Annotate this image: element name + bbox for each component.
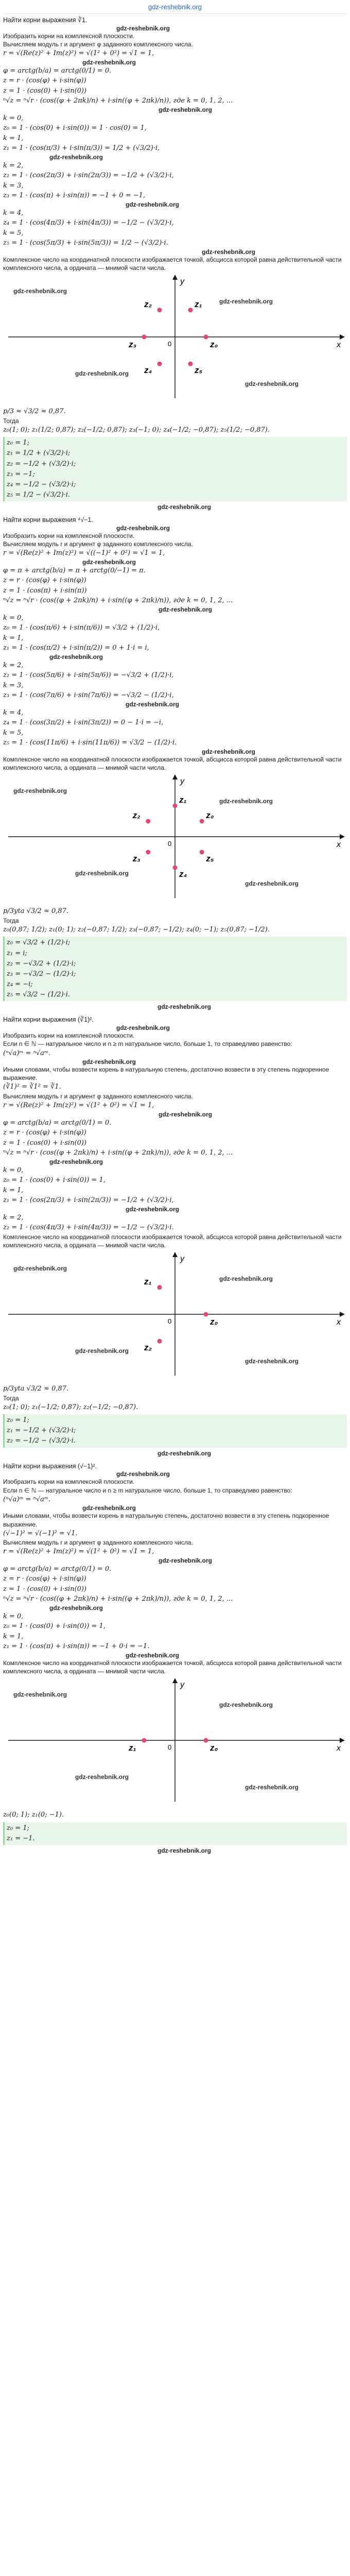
explanation-text: Тогда [3, 1394, 19, 1402]
answer-line: z₂ = −√3/2 + (1/2)·i; [7, 959, 76, 968]
y-axis-label: y [180, 1255, 184, 1263]
origin-label: 0 [168, 340, 172, 348]
solution-section [3, 516, 347, 1013]
formula-line: z₃ = 1 · (cos(π) + i·sin(π)) = −1 + 0 = −1, [3, 192, 146, 200]
explanation-text: Если n ∈ ℕ — натуральное число и n ≥ m натуральное число, больше 1, то справедливо равенство: [3, 1040, 292, 1048]
root-point [204, 1312, 208, 1317]
formula-line: z₄ = 1 · (cos(3π/2) + i·sin(3π/2)) = 0 − 1·i = −i, [3, 719, 164, 727]
formula-line: z = 1 · (cos(π) + i·sin(π)) [3, 586, 87, 595]
root-point [142, 1738, 147, 1743]
root-point-label: z₅ [195, 365, 203, 376]
watermark-text: gdz-reshebnik.org [219, 798, 273, 805]
formula-line: ⁿ√z = ⁿ√r · (cos((φ + 2πk)/n) + i·sin((φ + 2πk)/n)), где k = 0, 1, 2, ... [3, 597, 233, 605]
watermark-text: gdz-reshebnik.org [75, 870, 129, 877]
formula-line: z₂ = 1 · (cos(4π/3) + i·sin(4π/3)) = −1/2 − (√3/2)·i. [3, 1224, 174, 1232]
origin-label: 0 [168, 1317, 172, 1325]
formula-line: z₂ = 1 · (cos(5π/6) + i·sin(5π/6)) = −√3/2 + (1/2)·i, [3, 671, 174, 680]
explanation-text: Вычисляем модуль r и аргумент φ заданного комплексного числа. [3, 41, 193, 48]
y-axis-arrow [172, 275, 178, 280]
answer-line: z₃ = −√3/2 − (1/2)·i; [7, 970, 76, 978]
root-point-label: z₁ [195, 299, 202, 309]
formula-line: z₄ = 1 · (cos(4π/3) + i·sin(4π/3)) = −1/2 − (√3/2)·i, [3, 219, 174, 227]
formula-line: k = 1, [3, 1632, 24, 1640]
watermark-text: gdz-reshebnik.org [157, 1003, 212, 1011]
x-axis-label: x [337, 341, 341, 350]
formula-line: z₃ = 1 · (cos(7π/6) + i·sin(7π/6)) = −√3/2 − (1/2)·i, [3, 691, 174, 700]
formula-line: k = 1, [3, 1186, 24, 1194]
watermark-text: gdz-reshebnik.org [126, 1205, 180, 1213]
root-point [204, 1738, 208, 1743]
x-axis-arrow [340, 834, 345, 839]
y-axis-label: y [180, 777, 184, 786]
formula-line: (ⁿ√a)ᵐ = ⁿ√aᵐ. [3, 1049, 50, 1057]
formula-line: z₅ = 1 · (cos(5π/3) + i·sin(5π/3)) = 1/2 − (√3/2)·i. [3, 239, 168, 247]
answer-line: z₄ = −i; [7, 980, 33, 989]
formula-line: z = r · (cos(φ) + i·sin(φ)) [3, 1575, 86, 1583]
formula-line: z₀(1; 0); z₁(−1/2; 0,87); z₂(−1/2; −0,87). [3, 1403, 138, 1411]
watermark-text: gdz-reshebnik.org [245, 1784, 299, 1791]
root-point [188, 362, 193, 366]
formula-line: φ = arctg(b/a) = arctg(0/1) = 0. [3, 1118, 112, 1127]
explanation-text: Вычисляем модуль r и аргумент φ заданного комплексного числа. [3, 1092, 193, 1100]
x-axis-label: x [337, 1318, 341, 1327]
watermark-text: gdz-reshebnik.org [219, 1701, 273, 1709]
watermark-text: gdz-reshebnik.org [219, 1275, 273, 1282]
plane-svg [3, 1676, 347, 1805]
formula-line: k = 0, [3, 614, 24, 622]
root-point-label: z₅ [206, 854, 214, 864]
watermark-text: gdz-reshebnik.org [13, 287, 67, 295]
watermark-text: gdz-reshebnik.org [49, 1158, 103, 1165]
formula-line: z = r · (cos(φ) + i·sin(φ)) [3, 1129, 86, 1137]
watermark-text: gdz-reshebnik.org [159, 605, 213, 613]
watermark-text: gdz-reshebnik.org [75, 370, 129, 378]
watermark-text: gdz-reshebnik.org [49, 153, 103, 161]
answer-line: z₀ = 1; [7, 1824, 29, 1832]
formula-line: r = √(Re(z)² + Im(z)²) = √(1² + 0²) = √1 = 1, [3, 1101, 154, 1110]
x-axis-label: x [337, 1744, 341, 1753]
answer-line: z₁ = −1. [7, 1834, 35, 1842]
root-point-label: z₃ [129, 340, 137, 350]
formula-line: ⁿ√z = ⁿ√r · (cos((φ + 2πk)/n) + i·sin((φ + 2πk)/n)), где k = 0, 1, 2, ... [3, 97, 233, 105]
watermark-text: gdz-reshebnik.org [245, 1358, 299, 1365]
x-axis-label: x [337, 840, 341, 850]
root-point-label: z₂ [144, 1343, 152, 1353]
watermark-text: gdz-reshebnik.org [157, 503, 212, 511]
explanation-text: Комплексное число на координатной плоскости изображается точкой, абсцисса которой равна действительной части комплексного числа, а ордината — мнимой части числа. [3, 755, 343, 772]
explanation-text: Тогда [3, 417, 19, 425]
content [3, 16, 347, 1857]
formula-line: р/3 ≈ √3/2 ≈ 0,87. [3, 408, 66, 416]
root-point-label: z₂ [132, 810, 141, 821]
root-point-label: z₀ [210, 1317, 218, 1327]
formula-line: z₀ = 1 · (cos(0) + i·sin(0)) = 1 · cos(0) = 1, [3, 124, 147, 132]
formula-line: z₀ = 1 · (cos(0) + i·sin(0)) = 1, [3, 1622, 106, 1631]
root-point [204, 335, 208, 340]
formula-line: r = √(Re(z)² + Im(z)²) = √(1² + 0²) = √1 = 1, [3, 49, 154, 58]
watermark-text: gdz-reshebnik.org [126, 200, 180, 208]
root-point-label: z₂ [144, 299, 152, 309]
task-heading: Найти корни выражения ⁴√−1. [3, 516, 93, 524]
formula-line: k = 4, [3, 708, 24, 717]
root-point-label: z₁ [179, 795, 187, 805]
formula-line: z₅ = 1 · (cos(11π/6) + i·sin(11π/6)) = √3/2 − (1/2)·i. [3, 739, 177, 747]
task-heading: Найти корни выражения (∛1)². [3, 1016, 94, 1024]
formula-line: ⁿ√z = ⁿ√r · (cos((φ + 2πk)/n) + i·sin((φ + 2πk)/n)), где k = 0, 1, 2, ... [3, 1595, 233, 1603]
root-point [146, 819, 150, 824]
explanation-text: Иными словами, чтобы возвести корень в натуральную степень, достаточно возвести в эту степень подкоренное выражение. [3, 1066, 331, 1082]
root-point [188, 308, 193, 312]
section-spacer [3, 1854, 347, 1857]
watermark-text: gdz-reshebnik.org [126, 1651, 180, 1659]
watermark-text: gdz-reshebnik.org [49, 653, 103, 660]
root-point-label: z₄ [179, 869, 187, 879]
formula-line: z = r · (cos(φ) + i·sin(φ)) [3, 77, 86, 85]
formula-line: k = 3, [3, 681, 24, 689]
formula-line: z = 1 · (cos(0) + i·sin(0)) [3, 87, 87, 95]
watermark-text: gdz-reshebnik.org [159, 1110, 213, 1118]
origin-label: 0 [168, 1743, 172, 1752]
root-point-label: z₀ [210, 1743, 218, 1753]
watermark-text: gdz-reshebnik.org [13, 787, 67, 795]
watermark-text: gdz-reshebnik.org [116, 524, 170, 532]
watermark-text: gdz-reshebnik.org [116, 24, 170, 32]
formula-line: z₀ = 1 · (cos(π/6) + i·sin(π/6)) = √3/2 + (1/2)·i, [3, 624, 160, 632]
formula-line: z = 1 · (cos(0) + i·sin(0)) [3, 1585, 87, 1593]
answer-line: z₂ = −1/2 + (√3/2)·i; [7, 460, 76, 468]
answer-line: z₃ = −1; [7, 470, 35, 478]
formula-line: р/3уta √3/2 ≈ 0,87. [3, 1385, 69, 1393]
plane-svg [3, 273, 347, 401]
formula-line: z = r · (cos(φ) + i·sin(φ)) [3, 577, 86, 585]
explanation-text: Вычисляем модуль r и аргумент φ заданного комплексного числа. [3, 1539, 193, 1547]
explanation-text: Комплексное число на координатной плоскости изображается точкой, абсцисса которой равна действительной части комплексного числа, а ордината — мнимой части числа. [3, 1659, 343, 1675]
formula-line: z₀(0,87; 1/2); z₁(0; 1); z₂(−0,87; 1/2); z₃(−0,87; −1/2); z₄(0; −1); z₅(0,87; −1/2). [3, 925, 270, 934]
answer-block [3, 1414, 347, 1447]
watermark-text: gdz-reshebnik.org [49, 1604, 103, 1612]
explanation-text: Иными словами, чтобы возвести корень в натуральную степень, достаточно возвести в эту степень подкоренное выражение. [3, 1512, 331, 1528]
watermark-text: gdz-reshebnik.org [13, 1691, 67, 1699]
watermark-text: gdz-reshebnik.org [245, 380, 299, 388]
complex-plane [3, 772, 347, 906]
root-point [146, 850, 150, 855]
formula-line: φ = arctg(b/a) = arctg(0/1) = 0. [3, 66, 112, 75]
answer-line: z₁ = i; [7, 949, 27, 957]
watermark-text: gdz-reshebnik.org [202, 748, 256, 755]
formula-line: z₁ = 1 · (cos(π) + i·sin(π)) = −1 + 0·i = −1. [3, 1642, 150, 1651]
answer-line: z₀ = 1; [7, 1416, 29, 1425]
watermark-text: gdz-reshebnik.org [82, 1504, 136, 1512]
section-spacer [3, 1457, 347, 1460]
task-heading: Найти корни выражения ∛1. [3, 16, 87, 24]
root-point-label: z₀ [206, 810, 214, 821]
root-point [157, 308, 162, 312]
root-point [173, 866, 178, 870]
formula-line: z₁ = 1 · (cos(π/2) + i·sin(π/2)) = 0 + 1·i = i, [3, 644, 149, 652]
root-point-label: z₁ [129, 1743, 136, 1753]
y-axis-arrow [172, 1678, 178, 1683]
answer-line: z₅ = √3/2 − (1/2)·i. [7, 991, 71, 999]
formula-line: z₂ = 1 · (cos(2π/3) + i·sin(2π/3)) = −1/2 + (√3/2)·i, [3, 172, 174, 180]
y-axis-arrow [172, 1252, 178, 1257]
watermark-text: gdz-reshebnik.org [157, 1847, 212, 1855]
task-heading: Найти корни выражения (√−1)². [3, 1462, 97, 1470]
y-axis-arrow [172, 774, 178, 779]
root-point-label: z₁ [144, 1276, 152, 1286]
formula-line: k = 0, [3, 114, 24, 122]
answer-line: z₂ = −1/2 − (√3/2)·i. [7, 1437, 76, 1445]
y-axis-label: y [180, 277, 184, 286]
watermark-text: gdz-reshebnik.org [159, 106, 213, 113]
section-spacer [3, 511, 347, 514]
answer-block [3, 437, 347, 501]
watermark-text: gdz-reshebnik.org [82, 1058, 136, 1066]
formula-line: z = 1 · (cos(0) + i·sin(0)) [3, 1139, 87, 1147]
explanation-text: Комплексное число на координатной плоскости изображается точкой, абсцисса которой равна действительной части комплексного числа, а ордината — мнимой части числа. [3, 1233, 343, 1249]
formula-line: k = 1, [3, 134, 24, 142]
formula-line: k = 4, [3, 209, 24, 217]
formula-line: k = 0, [3, 1166, 24, 1174]
formula-line: (√−1)² = √(−1)² = √1. [3, 1529, 78, 1537]
watermark-text: gdz-reshebnik.org [82, 58, 136, 66]
complex-plane [3, 1675, 347, 1810]
explanation-text: Изобразить корни на комплексной плоскости. [3, 1032, 135, 1040]
root-point [157, 1285, 162, 1290]
formula-line: z₀ = 1 · (cos(0) + i·sin(0)) = 1, [3, 1176, 106, 1184]
formula-line: φ = arctg(b/a) = arctg(0/1) = 0. [3, 1565, 112, 1573]
plane-svg [3, 1250, 347, 1379]
formula-line: z₀(0; 1); z₁(0; −1). [3, 1811, 64, 1819]
answer-line: z₁ = 1/2 + (√3/2)·i; [7, 449, 71, 457]
answer-line: z₅ = 1/2 − (√3/2)·i. [7, 491, 71, 499]
watermark-text: gdz-reshebnik.org [13, 1265, 67, 1272]
solution-section [3, 16, 347, 514]
root-point [173, 804, 178, 808]
watermark-text: gdz-reshebnik.org [82, 558, 136, 566]
complex-plane [3, 1249, 347, 1384]
explanation-text: Изобразить корни на комплексной плоскости. [3, 1478, 135, 1486]
y-axis-label: y [180, 1681, 184, 1690]
formula-line: k = 5, [3, 728, 24, 737]
formula-line: k = 1, [3, 634, 24, 642]
root-point [157, 1339, 162, 1344]
watermark-text: gdz-reshebnik.org [219, 298, 273, 306]
watermark-text: gdz-reshebnik.org [116, 1470, 170, 1478]
answer-block [3, 1822, 347, 1845]
formula-line: r = √(Re(z)² + Im(z)²) = √(1² + 0²) = √1 = 1, [3, 1548, 154, 1556]
watermark-text: gdz-reshebnik.org [75, 1773, 129, 1781]
explanation-text: Тогда [3, 917, 19, 924]
formula-line: (∛1)² = ∛1² = ∛1. [3, 1083, 61, 1091]
formula-line: k = 2, [3, 661, 24, 669]
formula-line: k = 0, [3, 1612, 24, 1620]
explanation-text: Если n ∈ ℕ — натуральное число и n ≥ m натуральное число, больше 1, то справедливо равенство: [3, 1486, 292, 1494]
formula-line: r = √(Re(z)² + Im(z)²) = √((−1)² + 0²) = √1 = 1, [3, 549, 165, 557]
formula-line: ⁿ√z = ⁿ√r · (cos((φ + 2πk)/n) + i·sin((φ + 2πk)/n)), где k = 0, 1, 2, ... [3, 1149, 233, 1157]
watermark-text: gdz-reshebnik.org [245, 880, 299, 888]
formula-line: р/3уta √3/2 ≈ 0,87. [3, 907, 69, 916]
answer-line: z₀ = √3/2 + (1/2)·i; [7, 939, 71, 947]
root-point [157, 362, 162, 366]
solution-section [3, 1462, 347, 1857]
watermark-text: gdz-reshebnik.org [116, 1024, 170, 1032]
plane-svg [3, 772, 347, 901]
section-spacer [3, 1010, 347, 1013]
answer-line: z₀ = 1; [7, 439, 29, 447]
solution-section [3, 1015, 347, 1460]
explanation-text: Изобразить корни на комплексной плоскости. [3, 32, 135, 40]
explanation-text: Комплексное число на координатной плоскости изображается точкой, абсцисса которой равна действительной части комплексного числа, а ордината — мнимой части числа. [3, 256, 343, 272]
site-link[interactable]: gdz-reshebnik.org [148, 3, 202, 11]
root-point-label: z₄ [144, 365, 152, 376]
explanation-text: Вычисляем модуль r и аргумент φ заданного комплексного числа. [3, 540, 193, 548]
x-axis-arrow [340, 1312, 345, 1317]
origin-label: 0 [168, 840, 172, 848]
root-point-label: z₀ [210, 340, 218, 350]
root-point [200, 850, 204, 855]
x-axis-arrow [340, 334, 345, 340]
formula-line: k = 3, [3, 181, 24, 190]
formula-line: k = 2, [3, 161, 24, 170]
formula-line: z₀(1; 0); z₁(1/2; 0,87); z₂(−1/2; 0,87); z₃(−1; 0); z₄(−1/2; −0,87); z₅(1/2; −0,87). [3, 426, 270, 434]
watermark-text: gdz-reshebnik.org [202, 248, 256, 256]
formula-line: (ⁿ√a)ᵐ = ⁿ√aᵐ. [3, 1495, 50, 1503]
root-point [142, 335, 147, 340]
watermark-text: gdz-reshebnik.org [159, 1556, 213, 1564]
watermark-text: gdz-reshebnik.org [126, 700, 180, 708]
formula-line: φ = π + arctg(b/a) = π + arctg(0/−1) = π. [3, 566, 146, 574]
answer-line: z₁ = −1/2 + (√3/2)·i; [7, 1427, 76, 1435]
root-point [200, 819, 204, 824]
root-point-label: z₃ [132, 854, 141, 864]
answer-line: z₄ = −1/2 − (√3/2)·i; [7, 480, 76, 488]
formula-line: k = 5, [3, 229, 24, 237]
formula-line: k = 2, [3, 1213, 24, 1222]
site-header [3, 0, 347, 14]
watermark-text: gdz-reshebnik.org [157, 1449, 212, 1457]
watermark-text: gdz-reshebnik.org [75, 1347, 129, 1354]
formula-line: z₁ = 1 · (cos(2π/3) + i·sin(2π/3)) = −1/2 + (√3/2)·i, [3, 1196, 174, 1205]
complex-plane [3, 272, 347, 406]
answer-block [3, 937, 347, 1001]
x-axis-arrow [340, 1738, 345, 1743]
explanation-text: Изобразить корни на комплексной плоскости. [3, 532, 135, 540]
formula-line: z₁ = 1 · (cos(π/3) + i·sin(π/3)) = 1/2 + (√3/2)·i, [3, 144, 160, 152]
